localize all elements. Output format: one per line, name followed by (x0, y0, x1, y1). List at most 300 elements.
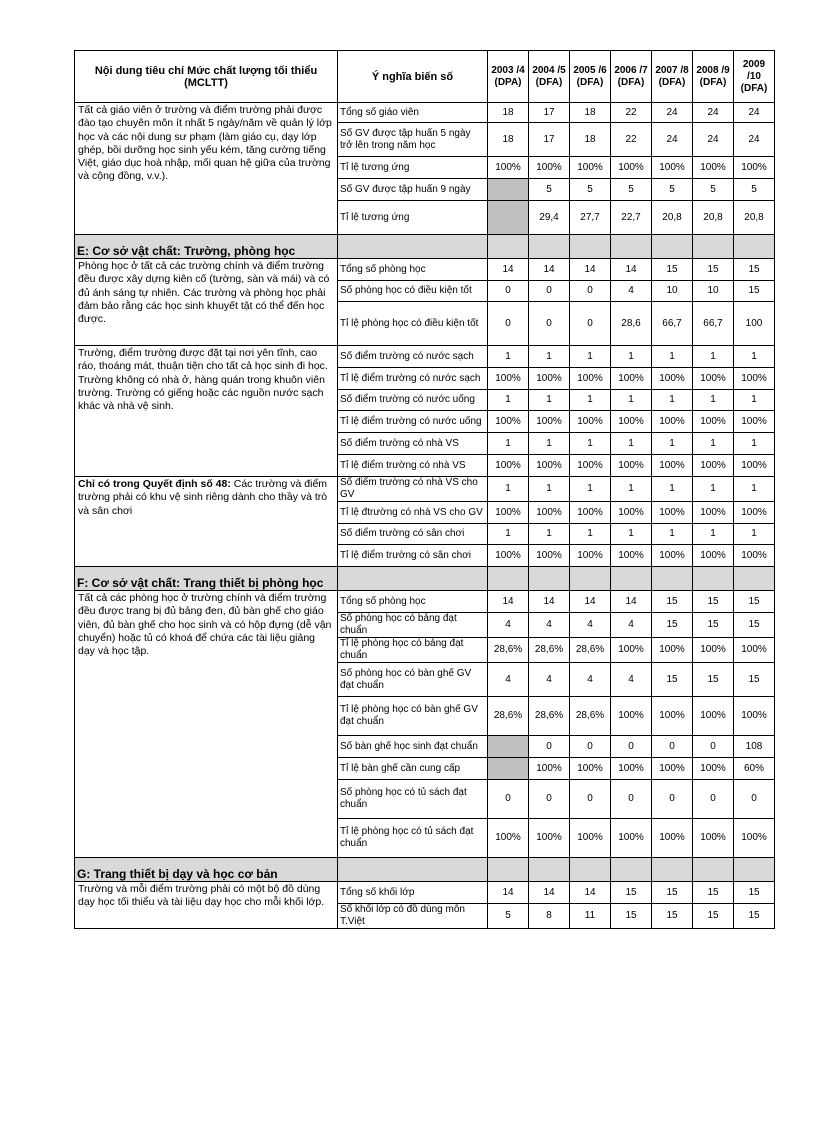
variable-meaning-cell: Tỉ lệ điểm trường có nước uống (338, 411, 488, 433)
value-cell: 1 (734, 524, 775, 545)
criteria-text: Phòng học ở tất cả các trường chính và điểm trường đều được xây dựng kiên cố (tường, sàn và mái) và có đủ ánh sáng tự nhiên. Các trường và phòng học phải đảm bảo rằng các học sinh khuyết tật có thể đến học được. (78, 260, 330, 326)
data-table (74, 50, 775, 929)
variable-meaning-cell: Tỉ lệ phòng học có bàn ghế GV đạt chuẩn (338, 697, 488, 736)
section-title: F: Cơ sở vật chất: Trang thiết bị phòng học (75, 567, 338, 591)
value-cell: 24 (734, 103, 775, 123)
value-cell: 100% (734, 157, 775, 179)
value-cell: 1 (488, 477, 529, 502)
value-cell: 1 (734, 390, 775, 411)
value-cell: 0 (488, 780, 529, 819)
section-row (75, 858, 775, 882)
section-title: E: Cơ sở vật chất: Trường, phòng học (75, 235, 338, 259)
variable-meaning-cell: Tỉ lệ tương ứng (338, 157, 488, 179)
value-cell: 22 (611, 103, 652, 123)
value-cell: 100% (488, 819, 529, 858)
meaning-column-header: Ý nghĩa biến số (338, 51, 488, 103)
value-cell: 100% (488, 411, 529, 433)
year-source: (DFA) (658, 76, 686, 88)
value-cell: 18 (488, 123, 529, 157)
value-cell: 1 (529, 433, 570, 455)
value-cell: 1 (570, 390, 611, 411)
value-cell: 100% (734, 638, 775, 663)
table-row (75, 103, 775, 123)
value-cell: 100% (693, 502, 734, 524)
value-cell: 100% (611, 157, 652, 179)
section-filler-cell (611, 567, 652, 591)
variable-meaning-cell: Số phòng học có điều kiện tốt (338, 281, 488, 302)
value-cell: 1 (570, 477, 611, 502)
criteria-text: Tất cả các phòng học ở trường chính và điểm trường đều được trang bị đủ bảng đen, đủ bàn ghế cho giáo viên, đủ bàn ghế cho học sinh và có hộp đựng (dễ vận chuyển) hoặc tủ có khoá để chứa các tài liệu giảng dạy và học tập. (78, 592, 332, 658)
value-cell: 15 (734, 281, 775, 302)
value-cell: 100% (488, 502, 529, 524)
year-source: (DPA) (494, 76, 522, 88)
criteria-cell (75, 591, 338, 858)
value-cell: 1 (652, 524, 693, 545)
value-cell: 15 (693, 904, 734, 929)
value-cell: 20,8 (734, 201, 775, 235)
value-cell: 1 (570, 524, 611, 545)
value-cell: 100% (570, 157, 611, 179)
year-source: (DFA) (535, 76, 563, 88)
value-cell: 4 (611, 281, 652, 302)
year-label: 2009 /10 (742, 58, 766, 82)
variable-meaning-cell: Tổng số khối lớp (338, 882, 488, 904)
variable-meaning-cell: Tỉ lệ điểm trường có nước sạch (338, 368, 488, 390)
value-cell: 100% (693, 157, 734, 179)
year-header (570, 51, 611, 103)
value-cell: 1 (693, 524, 734, 545)
variable-meaning-cell: Tỉ lệ đtrường có nhà VS cho GV (338, 502, 488, 524)
value-cell: 15 (734, 663, 775, 697)
value-cell: 15 (611, 882, 652, 904)
value-cell: 10 (652, 281, 693, 302)
section-filler-cell (338, 858, 488, 882)
value-cell: 1 (693, 346, 734, 368)
table-row (75, 882, 775, 904)
section-filler-cell (488, 858, 529, 882)
value-cell: 100% (693, 697, 734, 736)
value-cell: 1 (529, 477, 570, 502)
value-cell (488, 736, 529, 758)
criteria-cell (75, 346, 338, 477)
value-cell: 1 (693, 390, 734, 411)
value-cell: 100% (529, 368, 570, 390)
value-cell: 22 (611, 123, 652, 157)
value-cell: 4 (529, 663, 570, 697)
value-cell: 15 (652, 591, 693, 613)
value-cell: 100% (693, 411, 734, 433)
value-cell: 15 (693, 663, 734, 697)
value-cell: 11 (570, 904, 611, 929)
year-source: (DFA) (740, 82, 768, 94)
value-cell: 0 (734, 780, 775, 819)
section-filler-cell (611, 858, 652, 882)
value-cell: 28,6% (488, 697, 529, 736)
year-label: 2008 /9 (696, 64, 730, 76)
value-cell: 14 (529, 882, 570, 904)
value-cell: 1 (652, 390, 693, 411)
value-cell: 1 (611, 477, 652, 502)
variable-meaning-cell: Số điểm trường có nhà VS cho GV (338, 477, 488, 502)
variable-meaning-cell: Số GV được tập huấn 9 ngày (338, 179, 488, 201)
value-cell: 15 (734, 613, 775, 638)
value-cell: 4 (529, 613, 570, 638)
value-cell: 14 (488, 882, 529, 904)
value-cell: 24 (734, 123, 775, 157)
header-row (75, 51, 775, 103)
value-cell: 100% (611, 502, 652, 524)
table-row (75, 259, 775, 281)
value-cell: 5 (570, 179, 611, 201)
value-cell: 24 (693, 103, 734, 123)
value-cell: 1 (488, 346, 529, 368)
section-filler-cell (652, 235, 693, 259)
criteria-column-header: Nội dung tiêu chí Mức chất lượng tối thiểu (MCLTT) (75, 51, 338, 103)
section-filler-cell (570, 567, 611, 591)
value-cell: 17 (529, 103, 570, 123)
section-filler-cell (570, 235, 611, 259)
value-cell: 100% (488, 157, 529, 179)
value-cell: 100% (693, 455, 734, 477)
value-cell: 100% (529, 545, 570, 567)
value-cell: 5 (488, 904, 529, 929)
value-cell: 100% (570, 455, 611, 477)
value-cell: 100% (734, 455, 775, 477)
value-cell: 14 (570, 882, 611, 904)
value-cell: 15 (693, 591, 734, 613)
value-cell: 100% (734, 819, 775, 858)
value-cell: 15 (693, 259, 734, 281)
value-cell: 5 (652, 179, 693, 201)
value-cell: 28,6% (529, 638, 570, 663)
value-cell: 100% (488, 368, 529, 390)
value-cell: 14 (488, 591, 529, 613)
value-cell: 108 (734, 736, 775, 758)
value-cell: 1 (693, 477, 734, 502)
value-cell: 100% (652, 368, 693, 390)
value-cell: 100% (611, 819, 652, 858)
variable-meaning-cell: Số điểm trường có sân chơi (338, 524, 488, 545)
value-cell: 0 (529, 281, 570, 302)
value-cell: 100% (693, 758, 734, 780)
criteria-cell (75, 103, 338, 235)
value-cell: 8 (529, 904, 570, 929)
variable-meaning-cell: Tỉ lệ phòng học có điều kiện tốt (338, 302, 488, 346)
value-cell: 29,4 (529, 201, 570, 235)
year-header (529, 51, 570, 103)
value-cell: 0 (652, 780, 693, 819)
value-cell: 4 (611, 613, 652, 638)
year-header (488, 51, 529, 103)
value-cell: 100% (611, 638, 652, 663)
value-cell: 14 (529, 259, 570, 281)
value-cell: 18 (488, 103, 529, 123)
value-cell: 100% (652, 819, 693, 858)
criteria-text: Trường và mỗi điểm trường phải có một bộ đồ dùng dạy học tối thiểu và tài liệu dạy học cho mỗi khối lớp. (78, 883, 325, 909)
year-label: 2005 /6 (573, 64, 607, 76)
value-cell: 14 (529, 591, 570, 613)
value-cell: 100% (570, 819, 611, 858)
criteria-text: Tất cả giáo viên ở trường và điểm trường phải được đào tạo chuyên môn ít nhất 5 ngày/năm về quản lý lớp học và các nội dung sư phạm (làm giáo cụ, dạy lớp ghép, bồi dưỡng học sinh yếu kém, tăng cường tiếng Việt, giáo dục hoà nhập, mối quan hệ giữa của trường và cộng đồng, v.v.). (78, 104, 332, 183)
value-cell: 0 (529, 736, 570, 758)
section-filler-cell (693, 567, 734, 591)
variable-meaning-cell: Tỉ lệ phòng học có tủ sách đạt chuẩn (338, 819, 488, 858)
year-source: (DFA) (576, 76, 604, 88)
variable-meaning-cell: Tỉ lệ bàn ghế cần cung cấp (338, 758, 488, 780)
criteria-text: Các trường và điểm trường phải có khu vệ sinh riêng dành cho thầy và trò và sân chơi (78, 478, 328, 517)
value-cell (488, 758, 529, 780)
variable-meaning-cell: Tỉ lệ điểm trường có sân chơi (338, 545, 488, 567)
value-cell: 100% (652, 157, 693, 179)
value-cell: 14 (611, 591, 652, 613)
variable-meaning-cell: Số khối lớp có đồ dùng môn T.Việt (338, 904, 488, 929)
variable-meaning-cell: Tổng số phòng học (338, 591, 488, 613)
section-filler-cell (652, 567, 693, 591)
value-cell: 100% (652, 697, 693, 736)
value-cell: 14 (488, 259, 529, 281)
value-cell: 15 (652, 259, 693, 281)
value-cell: 22,7 (611, 201, 652, 235)
value-cell: 100% (611, 455, 652, 477)
value-cell: 0 (529, 302, 570, 346)
value-cell: 0 (693, 780, 734, 819)
section-row (75, 567, 775, 591)
value-cell: 0 (652, 736, 693, 758)
value-cell: 66,7 (652, 302, 693, 346)
value-cell: 66,7 (693, 302, 734, 346)
value-cell: 100% (611, 545, 652, 567)
section-filler-cell (570, 858, 611, 882)
value-cell: 100% (611, 368, 652, 390)
value-cell: 100% (652, 455, 693, 477)
year-header (693, 51, 734, 103)
value-cell: 0 (488, 302, 529, 346)
value-cell: 100% (570, 411, 611, 433)
value-cell: 100% (734, 502, 775, 524)
section-filler-cell (529, 235, 570, 259)
value-cell: 0 (611, 780, 652, 819)
value-cell: 1 (611, 346, 652, 368)
year-header (734, 51, 775, 103)
section-filler-cell (734, 235, 775, 259)
value-cell: 60% (734, 758, 775, 780)
value-cell: 1 (611, 433, 652, 455)
value-cell: 24 (652, 103, 693, 123)
value-cell: 100% (529, 411, 570, 433)
value-cell: 1 (529, 346, 570, 368)
value-cell: 5 (529, 179, 570, 201)
value-cell: 4 (570, 613, 611, 638)
section-filler-cell (338, 567, 488, 591)
variable-meaning-cell: Số điểm trường có nhà VS (338, 433, 488, 455)
value-cell: 1 (529, 390, 570, 411)
variable-meaning-cell: Tỉ lệ tương ứng (338, 201, 488, 235)
value-cell: 5 (693, 179, 734, 201)
value-cell (488, 179, 529, 201)
value-cell: 27,7 (570, 201, 611, 235)
value-cell: 4 (488, 613, 529, 638)
table-row (75, 346, 775, 368)
value-cell: 1 (652, 346, 693, 368)
value-cell: 24 (652, 123, 693, 157)
value-cell: 20,8 (693, 201, 734, 235)
value-cell: 100 (734, 302, 775, 346)
value-cell: 1 (488, 524, 529, 545)
value-cell: 100% (693, 638, 734, 663)
value-cell: 1 (611, 524, 652, 545)
value-cell: 0 (570, 780, 611, 819)
variable-meaning-cell: Số điểm trường có nước sạch (338, 346, 488, 368)
section-filler-cell (734, 567, 775, 591)
value-cell: 100% (570, 545, 611, 567)
value-cell: 28,6% (570, 697, 611, 736)
value-cell: 100% (693, 819, 734, 858)
value-cell: 1 (570, 346, 611, 368)
value-cell: 15 (611, 904, 652, 929)
value-cell: 1 (693, 433, 734, 455)
variable-meaning-cell: Số điểm trường có nước uống (338, 390, 488, 411)
value-cell: 15 (734, 591, 775, 613)
value-cell: 0 (488, 281, 529, 302)
variable-meaning-cell: Số phòng học có tủ sách đạt chuẩn (338, 780, 488, 819)
value-cell: 100% (570, 502, 611, 524)
year-source: (DFA) (617, 76, 645, 88)
value-cell: 15 (734, 904, 775, 929)
variable-meaning-cell: Tổng số giáo viên (338, 103, 488, 123)
criteria-cell (75, 259, 338, 346)
value-cell: 100% (570, 368, 611, 390)
value-cell: 100% (611, 758, 652, 780)
value-cell: 20,8 (652, 201, 693, 235)
value-cell: 0 (570, 281, 611, 302)
value-cell: 15 (652, 613, 693, 638)
section-filler-cell (529, 858, 570, 882)
section-filler-cell (693, 858, 734, 882)
year-label: 2004 /5 (532, 64, 566, 76)
value-cell: 14 (570, 591, 611, 613)
value-cell: 28,6% (529, 697, 570, 736)
value-cell: 100% (570, 758, 611, 780)
value-cell: 15 (734, 259, 775, 281)
criteria-cell (75, 477, 338, 567)
value-cell: 100% (529, 819, 570, 858)
value-cell: 100% (488, 545, 529, 567)
criteria-text: Trường, điểm trường được đặt tại nơi yên tĩnh, cao ráo, thoáng mát, thuận tiện cho tất cả học sinh đi học. Trường không có nhà ở, hàng quán trong khuôn viên trường. Trường có giếng hoặc các nguồn nước sạch khác và nhà vệ sinh. (78, 347, 328, 413)
value-cell: 1 (734, 433, 775, 455)
variable-meaning-cell: Tỉ lệ điểm trường có nhà VS (338, 455, 488, 477)
value-cell: 1 (734, 346, 775, 368)
value-cell: 1 (570, 433, 611, 455)
value-cell: 1 (652, 477, 693, 502)
section-filler-cell (652, 858, 693, 882)
value-cell: 100% (734, 697, 775, 736)
year-label: 2007 /8 (655, 64, 689, 76)
value-cell: 4 (570, 663, 611, 697)
value-cell (488, 201, 529, 235)
year-header (652, 51, 693, 103)
value-cell: 100% (693, 545, 734, 567)
value-cell: 15 (693, 613, 734, 638)
table-row (75, 591, 775, 613)
value-cell: 4 (488, 663, 529, 697)
criteria-bold-text: Chỉ có trong Quyết định số 48: (78, 478, 231, 490)
value-cell: 4 (611, 663, 652, 697)
value-cell: 5 (611, 179, 652, 201)
value-cell: 17 (529, 123, 570, 157)
value-cell: 100% (693, 368, 734, 390)
variable-meaning-cell: Số phòng học có bàn ghế GV đạt chuẩn (338, 663, 488, 697)
variable-meaning-cell: Số GV được tập huấn 5 ngày trở lên trong năm học (338, 123, 488, 157)
value-cell: 100% (652, 545, 693, 567)
section-row (75, 235, 775, 259)
value-cell: 1 (611, 390, 652, 411)
value-cell: 1 (652, 433, 693, 455)
value-cell: 0 (529, 780, 570, 819)
section-filler-cell (734, 858, 775, 882)
value-cell: 0 (570, 302, 611, 346)
value-cell: 100% (734, 368, 775, 390)
value-cell: 100% (488, 455, 529, 477)
value-cell: 15 (652, 663, 693, 697)
criteria-cell (75, 882, 338, 929)
value-cell: 18 (570, 123, 611, 157)
value-cell: 100% (734, 545, 775, 567)
value-cell: 15 (652, 882, 693, 904)
variable-meaning-cell: Số phòng học có bảng đạt chuẩn (338, 613, 488, 638)
year-source: (DFA) (699, 76, 727, 88)
year-label: 2006 /7 (614, 64, 648, 76)
value-cell: 100% (529, 758, 570, 780)
value-cell: 15 (652, 904, 693, 929)
value-cell: 1 (488, 390, 529, 411)
value-cell: 10 (693, 281, 734, 302)
year-label: 2003 /4 (491, 64, 525, 76)
value-cell: 0 (611, 736, 652, 758)
value-cell: 28,6% (570, 638, 611, 663)
value-cell: 5 (734, 179, 775, 201)
value-cell: 100% (652, 411, 693, 433)
value-cell: 14 (611, 259, 652, 281)
value-cell: 100% (652, 502, 693, 524)
value-cell: 100% (529, 502, 570, 524)
section-filler-cell (338, 235, 488, 259)
year-header (611, 51, 652, 103)
section-filler-cell (488, 235, 529, 259)
variable-meaning-cell: Tổng số phòng học (338, 259, 488, 281)
value-cell: 1 (529, 524, 570, 545)
value-cell: 100% (734, 411, 775, 433)
value-cell: 100% (611, 697, 652, 736)
variable-meaning-cell: Số bàn ghế học sinh đạt chuẩn (338, 736, 488, 758)
value-cell: 24 (693, 123, 734, 157)
value-cell: 0 (570, 736, 611, 758)
value-cell: 18 (570, 103, 611, 123)
section-filler-cell (529, 567, 570, 591)
value-cell: 15 (734, 882, 775, 904)
value-cell: 14 (570, 259, 611, 281)
section-filler-cell (488, 567, 529, 591)
section-filler-cell (611, 235, 652, 259)
table-row (75, 477, 775, 502)
value-cell: 1 (488, 433, 529, 455)
section-title: G: Trang thiết bị dạy và học cơ bản (75, 858, 338, 882)
value-cell: 28,6% (488, 638, 529, 663)
value-cell: 100% (611, 411, 652, 433)
value-cell: 28,6 (611, 302, 652, 346)
value-cell: 100% (652, 758, 693, 780)
value-cell: 100% (529, 157, 570, 179)
value-cell: 100% (652, 638, 693, 663)
